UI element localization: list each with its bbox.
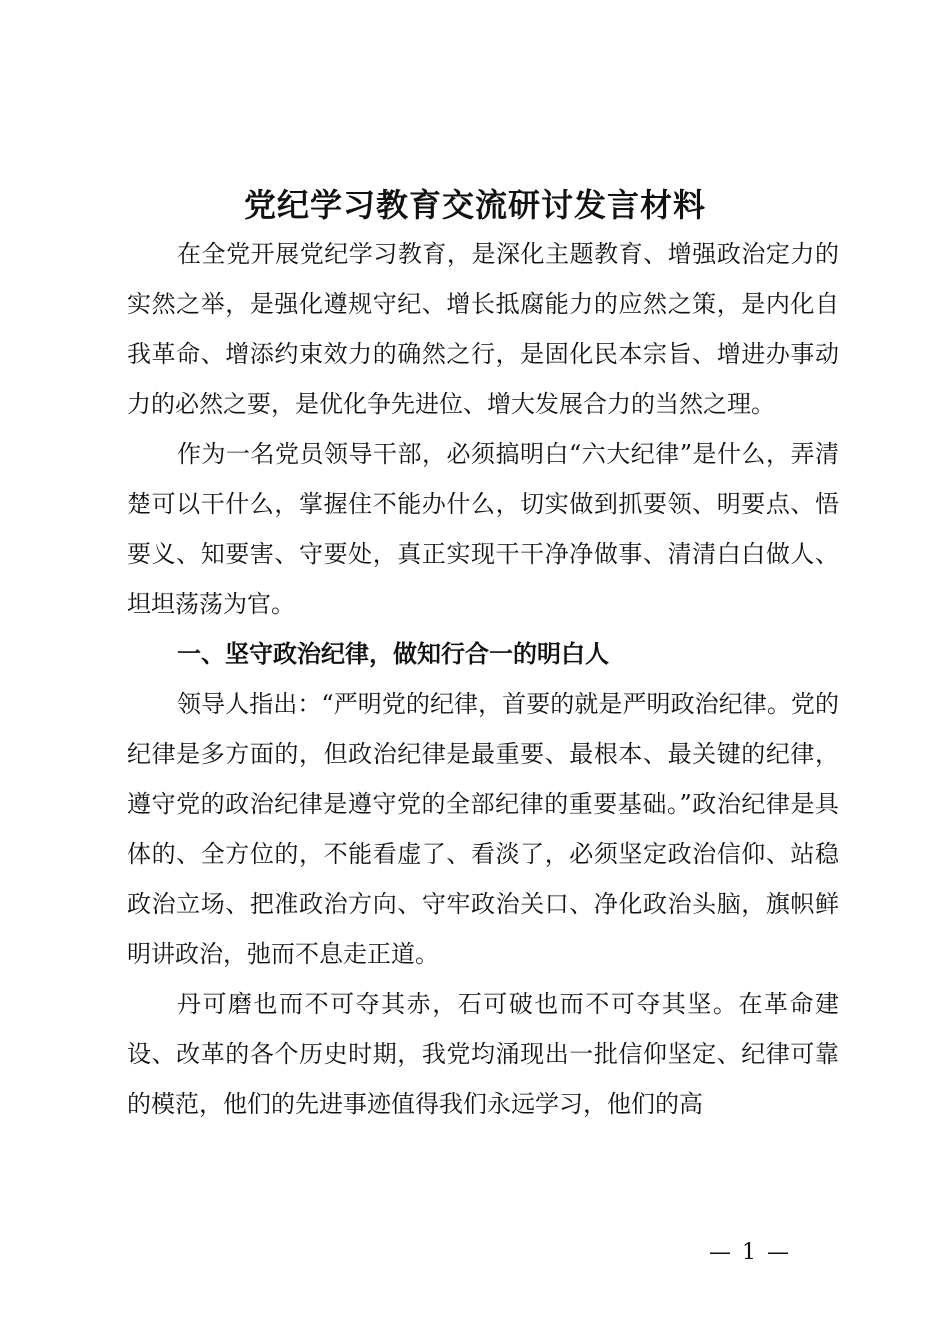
section-heading-1: 一、坚守政治纪律，做知行合一的明白人	[177, 640, 609, 668]
paragraph-six-disciplines: 作为一名党员领导干部，必须搞明白“六大纪律”是什么，弄清楚可以干什么，掌握住不能办什么，切实做到抓要领、明要点、悟要义、知要害、守要处，真正实现干干净净做事、清清白白做人、坦坦荡荡为官。	[127, 440, 839, 618]
paragraph-models: 丹可磨也而不可夺其赤，石可破也而不可夺其坚。在革命建设、改革的各个历史时期，我党均涌现出一批信仰坚定、纪律可靠的模范，他们的先进事迹值得我们永远学习，他们的高	[127, 990, 839, 1118]
paragraph-political-discipline: 领导人指出：“严明党的纪律，首要的就是严明政治纪律。党的纪律是多方面的，但政治纪律是最重要、最根本、最关键的纪律，遵守党的政治纪律是遵守党的全部纪律的重要基础。”政治纪律是具体的、全方位的，不能看虚了、看淡了，必须坚定政治信仰、站稳政治立场、把准政治方向、守牢政治关口、净化政治头脑，旗帜鲜明讲政治，弛而不息走正道。	[127, 690, 839, 968]
document-title: 党纪学习教育交流研讨发言材料	[243, 186, 706, 224]
paragraph-intro: 在全党开展党纪学习教育，是深化主题教育、增强政治定力的实然之举，是强化遵规守纪、增长抵腐能力的应然之策，是内化自我革命、增添约束效力的确然之行，是固化民本宗旨、增进办事动力的必然之要，是优化争先进位、增大发展合力的当然之理。	[127, 240, 839, 418]
page-number: — 1 —	[709, 1240, 791, 1265]
document-body	[127, 229, 839, 1129]
